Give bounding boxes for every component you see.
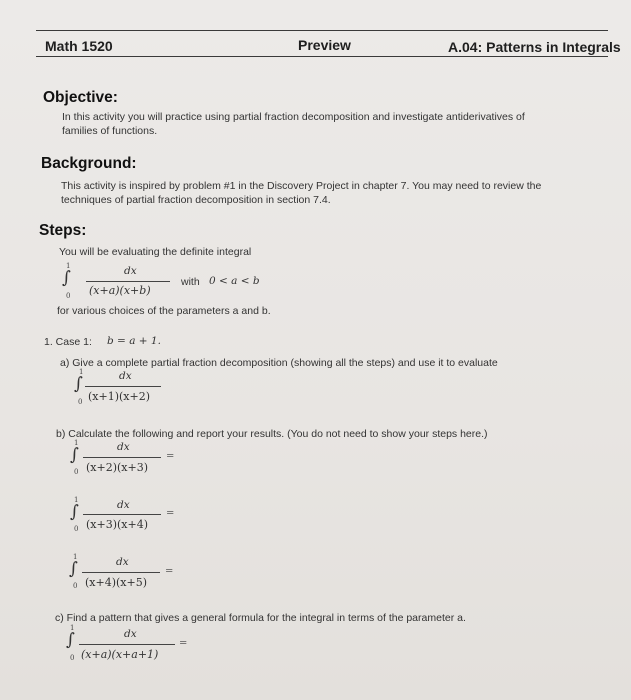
equals-sign: = [166,451,175,462]
objective-text-line2: families of functions. [62,125,158,137]
numerator-dx: dx [117,499,130,511]
denominator: (x+4)(x+5) [85,576,148,589]
fraction-bar [82,572,160,573]
denominator: (x+3)(x+4) [86,518,149,531]
fraction-bar [83,514,161,515]
lower-limit: 0 [70,654,75,662]
fraction-bar [79,644,175,645]
upper-limit: 1 [74,496,79,504]
lower-limit: 0 [74,468,79,476]
numerator-dx: dx [124,265,137,277]
fraction-bar [85,386,161,387]
integral-sign: ∫ [74,374,83,394]
header-bottom-rule [36,56,608,57]
denominator: (x+a)(x+b) [89,284,151,297]
case-1-equation: b = a + 1. [107,335,161,347]
part-c-text: c) Find a pattern that gives a general formula for the integral in terms of the parameter a. [55,612,466,624]
steps-intro: You will be evaluating the definite integral [59,246,252,258]
fraction-bar [86,281,170,282]
numerator-dx: dx [117,441,130,453]
integral-sign: ∫ [69,559,78,579]
part-b-text: b) Calculate the following and report your results. (You do not need to show your steps here.) [56,428,488,440]
denominator: (x+a)(x+a+1) [81,648,159,661]
numerator-dx: dx [119,370,132,382]
background-text-line1: This activity is inspired by problem #1 in the Discovery Project in chapter 7. You may need to review the [61,180,542,192]
steps-heading: Steps: [39,222,87,239]
lower-limit: 0 [78,398,83,406]
upper-limit: 1 [70,624,75,632]
background-heading: Background: [41,155,137,172]
integral-sign: ∫ [66,630,75,650]
activity-title: A.04: Patterns in Integrals [448,39,621,55]
preview-label: Preview [298,37,351,53]
upper-limit: 1 [73,553,78,561]
integral-sign: ∫ [62,268,71,288]
numerator-dx: dx [116,556,129,568]
upper-limit: 1 [79,368,84,376]
objective-text-line1: In this activity you will practice using partial fraction decomposition and investigate antiderivatives of [62,111,525,123]
case-1-label: 1. Case 1: [44,336,92,348]
lower-limit: 0 [74,525,79,533]
upper-limit: 1 [74,439,79,447]
objective-heading: Objective: [43,89,118,106]
course-label: Math 1520 [45,38,113,54]
parameter-condition: 0 < a < b [209,275,260,287]
lower-limit: 0 [66,292,71,300]
steps-after: for various choices of the parameters a and b. [57,305,271,317]
equals-sign: = [165,566,174,577]
header-top-rule [36,30,608,31]
background-text-line2: techniques of partial fraction decomposition in section 7.4. [61,194,331,206]
part-a-text: a) Give a complete partial fraction decomposition (showing all the steps) and use it to evaluate [60,357,498,369]
denominator: (x+2)(x+3) [86,461,149,474]
equals-sign: = [166,508,175,519]
fraction-bar [83,457,161,458]
integral-sign: ∫ [70,502,79,522]
upper-limit: 1 [66,262,71,270]
equals-sign: = [179,638,188,649]
with-label: with [181,276,200,288]
lower-limit: 0 [73,582,78,590]
numerator-dx: dx [124,628,137,640]
integral-sign: ∫ [70,445,79,465]
denominator: (x+1)(x+2) [88,390,151,403]
